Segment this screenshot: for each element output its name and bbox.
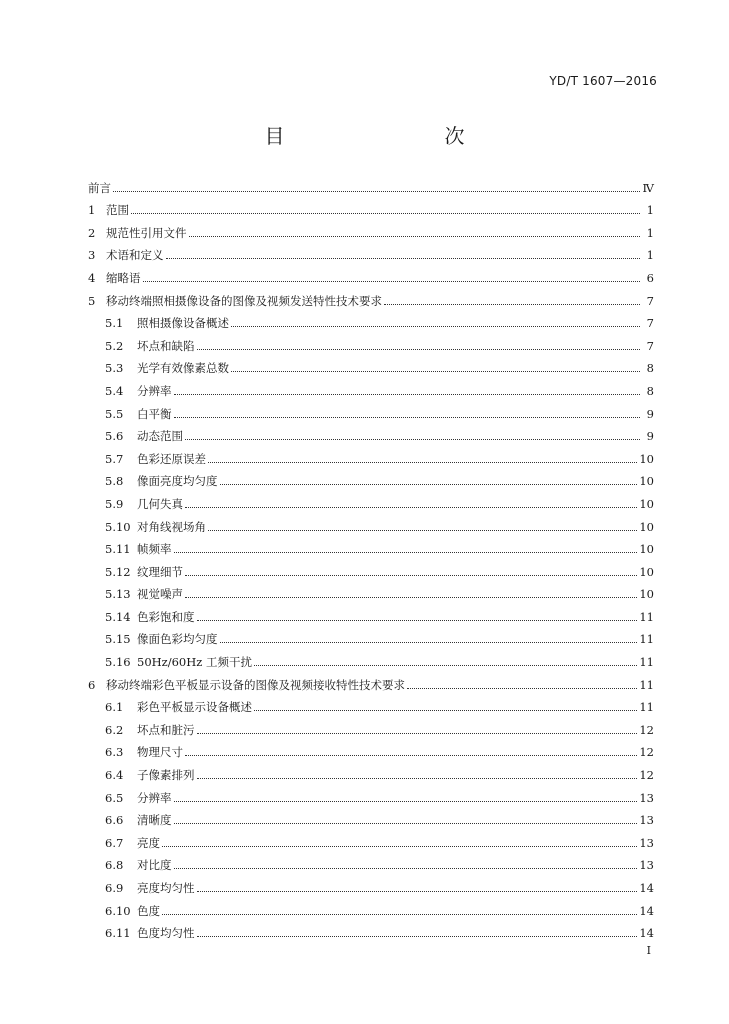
toc-entry-page: 11 <box>639 700 654 715</box>
toc-entry-label: 缩略语 <box>106 270 141 285</box>
toc-entry-number: 5.11 <box>105 542 131 557</box>
toc-entry-label: 移动终端彩色平板显示设备的图像及视频接收特性技术要求 <box>106 677 405 692</box>
dot-leader <box>197 349 641 350</box>
toc-entry-number: 5.16 <box>105 655 131 670</box>
toc-entry-label: 像面亮度均匀度 <box>137 474 218 489</box>
toc-entry-page: 10 <box>639 587 654 602</box>
toc-entry[interactable] <box>88 285 654 308</box>
toc-entry-label: 范围 <box>106 203 129 218</box>
toc-entry-number: 6.10 <box>105 903 131 918</box>
toc-entry[interactable] <box>88 511 654 534</box>
toc-entry-label: 几何失真 <box>137 496 183 511</box>
toc-entry[interactable] <box>88 646 654 669</box>
toc-entry-number: 5.5 <box>105 406 124 421</box>
toc-entry-page: 11 <box>639 609 654 624</box>
toc-entry-page: 6 <box>646 270 654 285</box>
dot-leader <box>208 530 637 531</box>
toc-entry[interactable] <box>88 759 654 782</box>
toc-entry-page: 7 <box>646 338 654 353</box>
toc-entry-number: 4 <box>88 270 96 285</box>
dot-leader <box>174 552 638 553</box>
toc-entry-number: 6.6 <box>105 813 124 828</box>
dot-leader <box>174 823 638 824</box>
toc-entry-page: 10 <box>639 451 654 466</box>
dot-leader <box>166 258 641 259</box>
toc-entry-label: 50Hz/60Hz 工频干扰 <box>137 655 252 670</box>
toc-entry-label: 子像素排列 <box>137 768 195 783</box>
dot-leader <box>174 417 641 418</box>
toc-entry-label: 纹理细节 <box>137 564 183 579</box>
toc-entry[interactable] <box>88 827 654 850</box>
toc-entry-number: 6 <box>88 677 96 692</box>
toc-entry[interactable] <box>88 172 654 195</box>
toc-entry[interactable] <box>88 443 654 466</box>
toc-entry[interactable] <box>88 308 654 331</box>
toc-entry-page: 1 <box>646 203 654 218</box>
toc-entry-page: 11 <box>639 677 654 692</box>
dot-leader <box>407 688 637 689</box>
toc-entry-page: 7 <box>646 293 654 308</box>
toc-entry[interactable] <box>88 217 654 240</box>
dot-leader <box>174 394 641 395</box>
toc-entry-number: 5.9 <box>105 496 124 511</box>
toc-entry[interactable] <box>88 579 654 602</box>
toc-entry-label: 分辨率 <box>137 790 172 805</box>
toc-entry-label: 前言 <box>88 180 111 195</box>
toc-entry-label: 物理尺寸 <box>137 745 183 760</box>
toc-entry-number: 6.1 <box>105 700 124 715</box>
dot-leader <box>197 620 638 621</box>
dot-leader <box>208 462 637 463</box>
dot-leader <box>254 665 637 666</box>
toc-entry[interactable] <box>88 782 654 805</box>
toc-entry-label: 对比度 <box>137 858 172 873</box>
toc-entry-label: 动态范围 <box>137 429 183 444</box>
dot-leader <box>197 936 638 937</box>
toc-entry-number: 6.9 <box>105 881 124 895</box>
toc-entry[interactable] <box>88 692 654 715</box>
toc-entry[interactable] <box>88 330 654 353</box>
toc-entry-number: 1 <box>88 203 96 218</box>
toc-entry-page: 14 <box>639 903 654 918</box>
toc-entry[interactable] <box>88 353 654 376</box>
dot-leader <box>162 846 637 847</box>
dot-leader <box>174 868 638 869</box>
toc-entry-page: 14 <box>639 926 654 941</box>
toc-entry[interactable] <box>88 872 654 895</box>
toc-entry-number: 5.10 <box>105 519 131 534</box>
toc-entry-page: 9 <box>646 429 654 444</box>
toc-entry-page: 8 <box>646 361 654 376</box>
toc-entry-number: 6.3 <box>105 745 124 760</box>
page-number: I <box>646 944 651 957</box>
toc-entry[interactable] <box>88 624 654 647</box>
toc-entry[interactable] <box>88 466 654 489</box>
toc-entry-page: 12 <box>639 722 654 737</box>
toc-entry-label: 帧频率 <box>137 542 172 557</box>
toc-entry-number: 5.15 <box>105 632 131 647</box>
toc-entry-number: 6.4 <box>105 768 124 783</box>
toc-entry-page: 1 <box>646 225 654 240</box>
toc-entry-label: 亮度 <box>137 835 160 850</box>
dot-leader <box>185 575 637 576</box>
toc-entry[interactable] <box>88 895 654 918</box>
toc-entry-label: 坏点和脏污 <box>137 722 195 737</box>
dot-leader <box>220 642 638 643</box>
toc-entry-label: 色彩还原误差 <box>137 451 206 466</box>
toc-entry[interactable] <box>88 534 654 557</box>
dot-leader <box>113 191 640 192</box>
toc-entry-page: 12 <box>639 768 654 783</box>
toc-entry-label: 照相摄像设备概述 <box>137 316 229 331</box>
toc-entry-label: 分辨率 <box>137 383 172 398</box>
toc-entry-page: 8 <box>646 383 654 398</box>
toc-entry-label: 术语和定义 <box>106 248 164 263</box>
toc-entry-page: 13 <box>639 858 654 873</box>
toc-entry-label: 色彩饱和度 <box>137 609 195 624</box>
toc-entry-label: 坏点和缺陷 <box>137 338 195 353</box>
toc-entry-page: 11 <box>639 632 654 647</box>
toc-entry-number: 6.8 <box>105 858 124 873</box>
toc-entry-number: 5.7 <box>105 451 124 466</box>
toc-entry-number: 5.3 <box>105 361 124 376</box>
toc-entry[interactable] <box>88 375 654 398</box>
toc-entry[interactable] <box>88 195 654 218</box>
table-of-contents <box>88 172 654 940</box>
toc-entry-page: 13 <box>639 790 654 805</box>
toc-entry-number: 5.8 <box>105 474 124 489</box>
toc-entry-page: 10 <box>639 542 654 557</box>
toc-entry[interactable] <box>88 669 654 692</box>
toc-entry-number: 5.4 <box>105 383 124 398</box>
toc-entry-label: 白平衡 <box>137 406 172 421</box>
page-title: 目 次 <box>264 124 505 148</box>
toc-entry-page: 13 <box>639 835 654 850</box>
toc-entry-page: 12 <box>639 745 654 760</box>
toc-entry-number: 2 <box>88 225 96 240</box>
dot-leader <box>185 507 637 508</box>
toc-entry[interactable] <box>88 488 654 511</box>
dot-leader <box>220 484 638 485</box>
toc-entry[interactable] <box>88 556 654 579</box>
dot-leader <box>162 914 637 915</box>
dot-leader <box>197 891 638 892</box>
toc-entry[interactable] <box>88 850 654 873</box>
toc-entry[interactable] <box>88 737 654 760</box>
toc-entry[interactable] <box>88 918 654 941</box>
toc-entry-page: 11 <box>639 655 654 670</box>
toc-entry-label: 视觉噪声 <box>137 587 183 602</box>
toc-entry-label: 移动终端照相摄像设备的图像及视频发送特性技术要求 <box>106 293 382 308</box>
toc-entry-number: 5.6 <box>105 429 124 444</box>
dot-leader <box>231 326 640 327</box>
dot-leader <box>185 439 640 440</box>
toc-entry[interactable] <box>88 262 654 285</box>
toc-entry[interactable] <box>88 421 654 444</box>
toc-entry-label: 色度均匀性 <box>137 926 195 941</box>
toc-entry-page: 14 <box>639 881 654 895</box>
toc-entry[interactable] <box>88 601 654 624</box>
toc-entry-page: 10 <box>639 474 654 489</box>
toc-entry-page: Ⅳ <box>642 180 654 195</box>
toc-entry-number: 5 <box>88 293 96 308</box>
toc-entry-number: 5.2 <box>105 338 124 353</box>
toc-entry-page: 9 <box>646 406 654 421</box>
toc-entry-number: 6.5 <box>105 790 124 805</box>
toc-entry-number: 6.7 <box>105 835 124 850</box>
toc-entry-label: 亮度均匀性 <box>137 881 195 895</box>
toc-entry-label: 像面色彩均匀度 <box>137 632 218 647</box>
dot-leader <box>174 801 638 802</box>
toc-entry-label: 彩色平板显示设备概述 <box>137 700 252 715</box>
toc-entry[interactable] <box>88 805 654 828</box>
toc-entry-page: 13 <box>639 813 654 828</box>
toc-entry-number: 5.14 <box>105 609 131 624</box>
dot-leader <box>231 371 640 372</box>
toc-entry[interactable] <box>88 714 654 737</box>
dot-leader <box>197 733 638 734</box>
toc-entry-number: 3 <box>88 248 96 263</box>
toc-entry-label: 对角线视场角 <box>137 519 206 534</box>
toc-entry[interactable] <box>88 398 654 421</box>
toc-entry[interactable] <box>88 240 654 263</box>
toc-entry-number: 5.13 <box>105 587 131 602</box>
dot-leader <box>185 597 637 598</box>
toc-entry-label: 规范性引用文件 <box>106 225 187 240</box>
dot-leader <box>131 213 640 214</box>
toc-entry-number: 6.11 <box>105 926 131 941</box>
toc-entry-number: 6.2 <box>105 722 124 737</box>
dot-leader <box>143 281 641 282</box>
toc-entry-label: 色度 <box>137 903 160 918</box>
dot-leader <box>197 778 638 779</box>
dot-leader <box>189 236 641 237</box>
toc-entry-page: 10 <box>639 496 654 511</box>
toc-entry-label: 光学有效像素总数 <box>137 361 229 376</box>
toc-entry-number: 5.12 <box>105 564 131 579</box>
toc-entry-number: 5.1 <box>105 316 124 331</box>
dot-leader <box>384 304 640 305</box>
toc-entry-page: 10 <box>639 519 654 534</box>
dot-leader <box>185 755 637 756</box>
toc-entry-label: 清晰度 <box>137 813 172 828</box>
toc-entry-page: 7 <box>646 316 654 331</box>
document-code: YD/T 1607—2016 <box>549 74 657 88</box>
toc-entry-page: 1 <box>646 248 654 263</box>
dot-leader <box>254 710 637 711</box>
toc-entry-page: 10 <box>639 564 654 579</box>
